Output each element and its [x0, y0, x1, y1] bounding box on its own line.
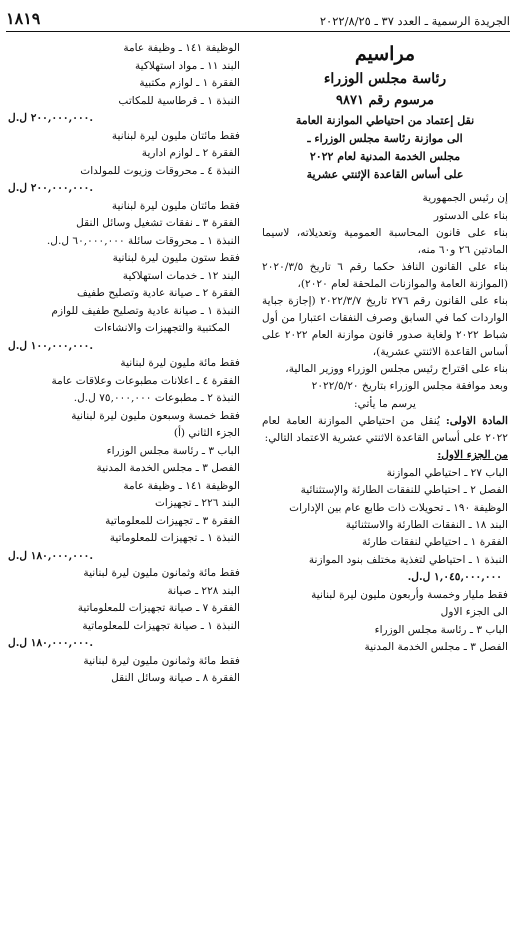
budget-line: المكتبية والتجهيزات والانشاءات [94, 322, 230, 334]
budget-line: النبذة ٢ ـ مطبوعات ٧٥,٠٠٠,٠٠٠ ل.ل. [73, 392, 240, 404]
budget-line: الى الجزء الاول [440, 606, 508, 618]
amount: ١٠٠,٠٠٠,٠٠٠ ل.ل. [8, 339, 94, 352]
page-number: ١٨١٩ [6, 9, 41, 28]
budget-line: الفقرة ٤ ـ اعلانات مطبوعات وعلاقات عامة [51, 374, 240, 387]
subject-line: نقل إعتماد من احتياطي الموازنة العامة [295, 114, 475, 127]
preamble-line: إن رئيس الجمهورية [422, 192, 508, 204]
budget-line: الوظيفة ١٤١ ـ وظيفة عامة [123, 479, 240, 492]
part-heading: من الجزء الاول: [437, 449, 508, 461]
amount: ١٨٠,٠٠٠,٠٠٠ ل.ل. [8, 549, 94, 562]
budget-line: الوظيفة ١٩٠ ـ تحويلات ذات طابع عام بين الإدارات [289, 501, 508, 514]
budget-line: الفقرة ١ ـ احتياطي لنفقات طارئة [361, 536, 508, 548]
article-label: المادة الاولى: [445, 415, 508, 427]
budget-line: فقط ستون مليون ليرة لبنانية [112, 252, 240, 264]
subject-line: على أساس القاعدة الإثنتي عشرية [306, 168, 464, 181]
preamble-line: بناء على القانون رقم ٢٧٦ تاريخ ٢٠٢٢/٣/٧ (إجازة جباية الواردات كما في السابق وصرف النفقات اعتبارا من أول شباط ٢٠٢٢ ولغاية صدور قانون موازنة العام ٢٠٢٢ على أساس القاعدة الاثنتي عشرية)، [262, 295, 508, 358]
section-title: مراسيم [354, 43, 416, 65]
budget-line: الفصل ٣ ـ مجلس الخدمة المدنية [364, 641, 508, 653]
budget-line: فقط مائة مليون ليرة لبنانية [120, 357, 240, 369]
left-column [8, 40, 240, 688]
budget-line: الفقرة ٣ ـ نفقات تشغيل وسائل النقل [76, 217, 240, 229]
amount: ٢٠٠,٠٠٠,٠٠٠ ل.ل. [8, 112, 94, 124]
budget-line: البند ٢٢٦ ـ تجهيزات [154, 497, 240, 509]
budget-line: النبذة ٤ ـ محروقات وزيوت للمولدات [80, 164, 240, 177]
right-column [262, 40, 508, 657]
budget-line: الفقرة ٢ ـ لوازم ادارية [141, 147, 240, 159]
budget-line: الفقرة ١ ـ لوازم مكتبية [139, 77, 240, 89]
budget-line: النبذة ١ ـ قرطاسية للمكاتب [118, 94, 240, 107]
preamble-line: بناء على قانون المحاسبة العمومية وتعديلاته، لاسيما المادتين ٢٦ و٦٠ منه، [262, 227, 508, 256]
budget-line: فقط مائتان مليون ليرة لبنانية [111, 199, 240, 212]
amount: ٢٠٠,٠٠٠,٠٠٠ ل.ل. [8, 182, 94, 194]
preamble-line: وبعد موافقة مجلس الوزراء بتاريخ ٢٠٢٢/٥/٢٠ [311, 380, 508, 392]
preamble-line: بناء على القانون النافذ حكما رقم ٦ تاريخ ٢٠٢٠/٣/٥ (الموازنة العامة والموازنات الملحقة لعام ٢٠٢٠)، [262, 261, 508, 290]
budget-line: الباب ٣ ـ رئاسة مجلس الوزراء [106, 444, 240, 457]
subject-line: مجلس الخدمة المدنية لعام ٢٠٢٢ [309, 150, 461, 163]
budget-line: البند ١٢ ـ خدمات استهلاكية [122, 269, 240, 282]
budget-line: فقط خمسة وسبعون مليون ليرة لبنانية [71, 409, 240, 422]
decree-subject [262, 112, 508, 184]
budget-line: الفقرة ٢ ـ صيانة عادية وتصليح طفيف [77, 287, 240, 299]
decree-number: مرسوم رقم ٩٨٧١ [336, 93, 434, 108]
page-header [6, 6, 510, 32]
budget-line: فقط مائة وثمانون مليون ليرة لبنانية [83, 654, 240, 667]
budget-line: البند ٢٢٨ ـ صيانة [167, 584, 240, 597]
budget-line: النبذة ١ ـ احتياطي لتغذية مختلف بنود الموازنة [308, 553, 508, 566]
budget-line: فقط مائتان مليون ليرة لبنانية [111, 129, 240, 142]
budget-line: الفقرة ٨ ـ صيانة وسائل النقل [111, 672, 240, 684]
budget-line: البند ١٨ ـ النفقات الطارئة والاستثنائية [345, 518, 508, 531]
budget-line: فقط مائة وثمانون مليون ليرة لبنانية [83, 567, 240, 579]
budget-line: النبذة ١ ـ صيانة عادية وتصليح طفيف للوازم [51, 304, 240, 317]
budget-line: النبذة ١ ـ محروقات سائلة ٦٠,٠٠٠,٠٠٠ ل.ل. [46, 234, 240, 247]
issuing-authority: رئاسة مجلس الوزراء [323, 71, 447, 87]
budget-line: البند ١١ ـ مواد استهلاكية [134, 59, 240, 72]
budget-line: النبذة ١ ـ تجهيزات للمعلوماتية [109, 532, 240, 544]
article-one [262, 413, 508, 447]
budget-line: الباب ٣ ـ رئاسة مجلس الوزراء [374, 623, 508, 636]
subject-line: الى موازنة رئاسة مجلس الوزراء ـ [307, 132, 463, 145]
budget-line: الفقرة ٣ ـ تجهيزات للمعلوماتية [105, 514, 240, 527]
preamble-line: يرسم ما يأتي: [354, 397, 416, 410]
budget-line: الباب ٢٧ ـ احتياطي الموازنة [386, 466, 508, 479]
budget-line: الفصل ٢ ـ احتياطي للنفقات الطارئة والإستثنائية [300, 484, 508, 496]
preamble-line: بناء على اقتراح رئيس مجلس الوزراء ووزير المالية، [285, 363, 508, 375]
amount: ١٨٠,٠٠٠,٠٠٠ ل.ل. [8, 637, 94, 649]
budget-line: الفقرة ٧ ـ صيانة تجهيزات للمعلوماتية [77, 602, 240, 614]
article-text: يُنقل من احتياطي الموازنة العامة لعام ٢٠٢٢ على أساس القاعدة الاثنتي عشرية الاعتماد التالي: [262, 415, 508, 444]
budget-line: الجزء الثاني (أ) [173, 427, 240, 439]
budget-line: النبذة ١ ـ صيانة تجهيزات للمعلوماتية [82, 619, 240, 632]
amount-in-words: فقط مليار وخمسة وأربعون مليون ليرة لبنانية [311, 588, 508, 601]
budget-line: الفصل ٣ ـ مجلس الخدمة المدنية [96, 462, 240, 474]
journal-running-title: الجريدة الرسمية ـ العدد ٣٧ ـ ٢٠٢٢/٨/٢٥ [319, 14, 510, 28]
amount: ١,٠٤٥,٠٠٠,٠٠٠ ل.ل. [407, 571, 502, 583]
budget-line: الوظيفة ١٤١ ـ وظيفة عامة [123, 42, 240, 54]
preamble-line: بناء على الدستور [433, 209, 508, 222]
